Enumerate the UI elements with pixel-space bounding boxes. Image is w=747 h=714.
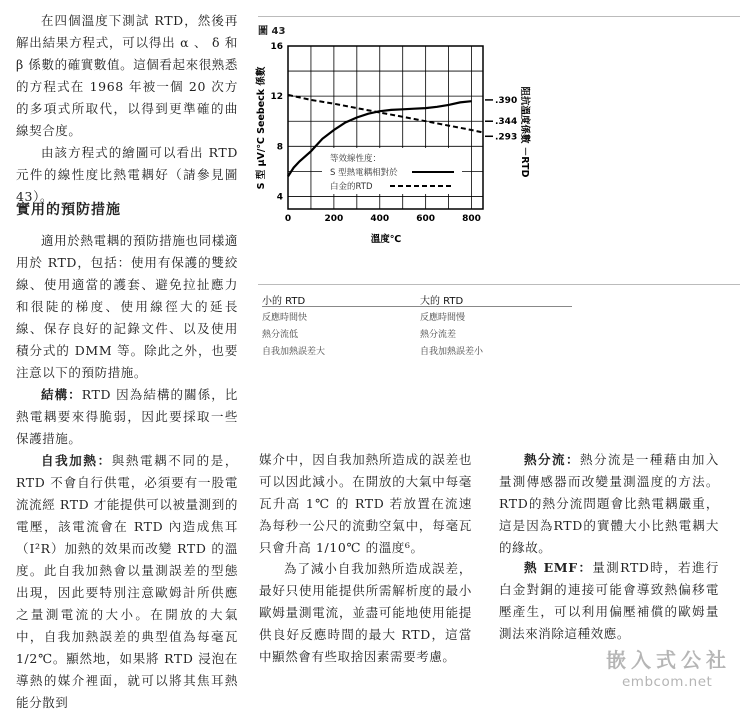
table-top-rule bbox=[258, 284, 740, 285]
figure-title: 圖 43 bbox=[258, 26, 286, 37]
self-heating-paragraph bbox=[16, 450, 238, 714]
table-header-small: 小的 RTD bbox=[262, 296, 306, 307]
x-tick-label: 800 bbox=[462, 214, 481, 224]
section-heading: 實用的預防措施 bbox=[16, 202, 121, 218]
y2-axis-title: 阻抗溫度係數 －RTD bbox=[519, 86, 530, 178]
thermal-emf-lead: 熱 EMF： bbox=[524, 560, 593, 575]
structure-paragraph bbox=[16, 384, 238, 450]
table-cell: 反應時間慢 bbox=[420, 313, 466, 323]
x-tick-label: 400 bbox=[370, 214, 390, 224]
y-tick-label: 16 bbox=[270, 42, 283, 52]
thermal-emf-text: 量測RTD時，若進行白金對銅的連接可能會導致熱偏移電壓產生，可以利用偏壓補償的歐姆量測法來消除這種效應。 bbox=[499, 560, 719, 641]
minimize-error-paragraph: 為了減小自我加熱所造成誤差，最好只使用能提供所需解析度的最小歐姆量測電流，並盡可能地使用能提供良好反應時間的最大 RTD，這當中顯然會有些取捨因素需要考慮。 bbox=[259, 561, 472, 664]
x-tick-label: 200 bbox=[324, 214, 344, 224]
y-tick-label: 12 bbox=[270, 92, 283, 103]
watermark-logo-text: 嵌入式公社 bbox=[606, 648, 731, 672]
structure-text: RTD 因為結構的關係，比熱電耦要來得脆弱，因此要採取一些保護措施。 bbox=[16, 387, 238, 446]
table-header-rule bbox=[262, 306, 572, 307]
y2-tick-label: .293 bbox=[495, 132, 518, 143]
y2-tick-label: .390 bbox=[495, 95, 518, 106]
series-rtd-line bbox=[288, 95, 483, 133]
x-tick-label: 600 bbox=[416, 214, 436, 224]
table-cell: 熱分流差 bbox=[420, 330, 457, 340]
table-header-large: 大的 RTD bbox=[420, 296, 464, 307]
y-tick-labels bbox=[270, 42, 283, 202]
self-heating-lead: 自我加熱： bbox=[41, 453, 112, 468]
x-tick-label: 0 bbox=[284, 214, 292, 224]
thermal-shunt-lead: 熱分流： bbox=[524, 452, 580, 467]
watermark-url[interactable]: embcom.net bbox=[622, 674, 713, 690]
self-heating-text: 與熱電耦不同的是，RTD 不會自行供電，必須要有一股電流流經 RTD 才能提供可以被量測到的電壓，該電流會在 RTD 內造成焦耳（I²R）加熱的效果而改變 RTD 的溫度。此自我加熱會以量測誤差的型態出現，因此要特別注意歐姆計所供應之量測電流的大小。在開放的大氣中，自我加熱誤差的典型值為每毫瓦 1/2℃。顯然地，如果將 RTD 浸泡在導熱的媒介裡面，就可以將其焦耳熱能分散到 bbox=[16, 453, 238, 710]
y-axis-title: S 型 μV/℃ Seebeck 係數 bbox=[256, 66, 267, 190]
legend-title: 等效線性度： bbox=[330, 154, 382, 164]
legend-rtd-label: 白金的RTD bbox=[330, 182, 373, 192]
figure-43-chart bbox=[250, 34, 545, 249]
thermal-emf-paragraph bbox=[499, 557, 719, 645]
table-cell: 熱分流低 bbox=[262, 330, 299, 340]
y-tick-label: 4 bbox=[276, 192, 283, 203]
table-cell: 反應時間快 bbox=[262, 313, 308, 323]
x-tick-labels bbox=[285, 214, 481, 224]
y2-tick-label: .344 bbox=[495, 117, 518, 128]
linearity-paragraph: 由該方程式的繪圖可以看出 RTD 元件的線性度比熱電耦好（請參見圖 43）。 bbox=[16, 145, 238, 204]
precautions-paragraph: 適用於熱電耦的預防措施也同樣適用於 RTD，包括：使用有保護的雙絞線、使用適當的護套、避免拉扯應力和很陡的梯度、使用線徑大的延長線、保存良好的記錄文件、以及使用積分式的 DMM 等。除此之外，也要注意以下的預防措施。 bbox=[16, 233, 238, 380]
legend-s-label: S 型熱電耦相對於 bbox=[330, 168, 398, 178]
table-cell: 自我加熱誤差大 bbox=[262, 347, 326, 357]
thermal-shunt-paragraph bbox=[499, 449, 719, 559]
intro-paragraph: 在四個溫度下測試 RTD，然後再解出結果方程式，可以得出 α 、 δ 和 β 係數的確實數值。這個看起來很熟悉的方程式在 1968 年被一個 20 次方的多項式所取代，以得到更準確的曲線契合度。 bbox=[16, 13, 239, 138]
table-cell: 自我加熱誤差小 bbox=[420, 347, 484, 357]
thermal-shunt-text: 熱分流是一種藉由加入量測傳感器而改變量測溫度的方法。RTD的熱分流問題會比熱電耦嚴重，這是因為RTD的實體大小比熱電耦大的緣故。 bbox=[499, 452, 719, 555]
figure-top-rule bbox=[258, 16, 740, 17]
y-tick-label: 8 bbox=[276, 142, 283, 153]
y2-tick-labels bbox=[485, 96, 517, 142]
structure-lead: 結構： bbox=[41, 387, 82, 402]
x-axis-title: 溫度℃ bbox=[370, 234, 402, 245]
self-heating-continued-paragraph: 媒介中，因自我加熱所造成的誤差也可以因此減小。在開放的大氣中每毫瓦升高 1℃ 的 RTD 若放置在流速為每秒一公尺的流動空氣中，每毫瓦只會升高 1/10℃ 的溫度⁶。 bbox=[259, 452, 472, 555]
